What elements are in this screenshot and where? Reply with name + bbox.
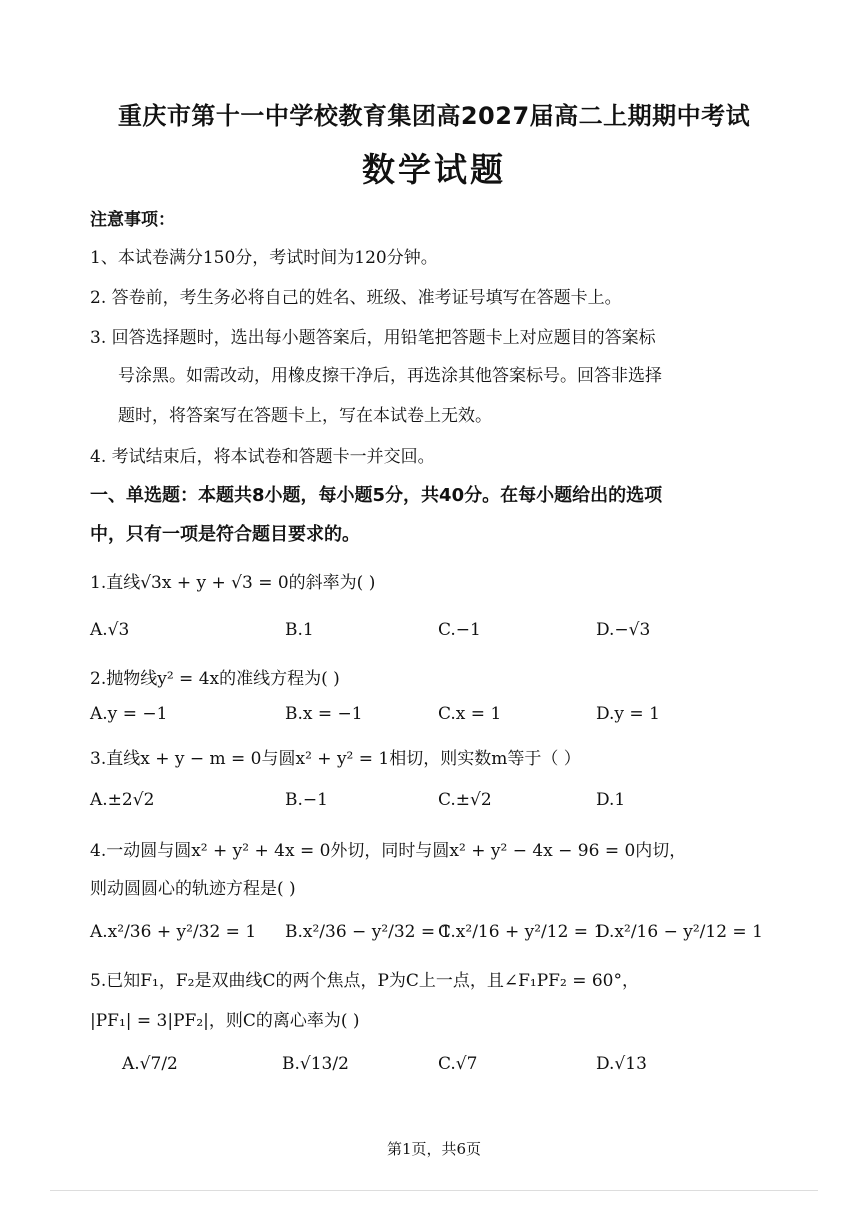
exam-subtitle: 数学试题 bbox=[362, 150, 506, 189]
note-item: 1、本试卷满分150分，考试时间为120分钟。 bbox=[90, 248, 438, 268]
note-item: 号涂黑。如需改动，用橡皮擦干净后，再选涂其他答案标号。回答非选择 bbox=[118, 366, 662, 386]
option-b: B.−1 bbox=[285, 790, 328, 810]
option-a: A.√7/2 bbox=[122, 1054, 178, 1074]
note-item: 4. 考试结束后，将本试卷和答题卡一并交回。 bbox=[90, 447, 435, 467]
option-c: C.x = 1 bbox=[438, 704, 502, 724]
section-heading: 一、单选题：本题共8小题，每小题5分，共40分。在每小题给出的选项 bbox=[90, 485, 663, 506]
question-2-options bbox=[90, 704, 810, 740]
option-d: D.1 bbox=[596, 790, 626, 810]
question-4-options bbox=[90, 922, 810, 958]
section-heading-cont: 中，只有一项是符合题目要求的。 bbox=[90, 524, 360, 545]
option-a: A.x²/36 + y²/32 = 1 bbox=[90, 922, 257, 942]
question-4-stem-cont: 则动圆圆心的轨迹方程是( ) bbox=[90, 879, 296, 899]
option-d: D.−√3 bbox=[596, 620, 651, 640]
notes-heading: 注意事项： bbox=[90, 210, 175, 230]
option-d: D.y = 1 bbox=[596, 704, 660, 724]
question-5-options bbox=[122, 1054, 842, 1090]
option-a: A.√3 bbox=[90, 620, 130, 640]
option-b: B.1 bbox=[285, 620, 314, 640]
question-5-stem-cont: |PF₁| = 3|PF₂|，则C的离心率为( ) bbox=[90, 1011, 360, 1031]
question-3-stem: 3.直线x + y − m = 0与圆x² + y² = 1相切，则实数m等于（ ） bbox=[90, 749, 581, 769]
exam-title: 重庆市第十一中学校教育集团高2027届高二上期期中考试 bbox=[117, 102, 751, 130]
option-c: C.√7 bbox=[438, 1054, 478, 1074]
option-d: D.x²/16 − y²/12 = 1 bbox=[596, 922, 763, 942]
note-item: 2. 答卷前，考生务必将自己的姓名、班级、准考证号填写在答题卡上。 bbox=[90, 288, 622, 308]
question-1-options bbox=[90, 620, 810, 656]
option-a: A.y = −1 bbox=[90, 704, 168, 724]
option-b: B.x = −1 bbox=[285, 704, 363, 724]
note-item: 题时，将答案写在答题卡上，写在本试卷上无效。 bbox=[118, 406, 492, 426]
divider bbox=[50, 1190, 818, 1191]
note-item: 3. 回答选择题时，选出每小题答案后，用铅笔把答题卡上对应题目的答案标 bbox=[90, 328, 656, 348]
question-3-options bbox=[90, 790, 810, 826]
option-d: D.√13 bbox=[596, 1054, 647, 1074]
question-5-stem: 5.已知F₁，F₂是双曲线C的两个焦点，P为C上一点，且∠F₁PF₂ = 60°， bbox=[90, 971, 639, 991]
option-c: C.−1 bbox=[438, 620, 481, 640]
option-a: A.±2√2 bbox=[90, 790, 155, 810]
question-1-stem: 1.直线√3x + y + √3 = 0的斜率为( ) bbox=[90, 573, 376, 593]
page-number: 第1页，共6页 bbox=[386, 1140, 482, 1158]
option-c: C.±√2 bbox=[438, 790, 492, 810]
question-4-stem: 4.一动圆与圆x² + y² + 4x = 0外切，同时与圆x² + y² − 4x − 96 = 0内切， bbox=[90, 841, 687, 861]
option-c: C.x²/16 + y²/12 = 1 bbox=[438, 922, 605, 942]
option-b: B.√13/2 bbox=[282, 1054, 349, 1074]
option-b: B.x²/36 − y²/32 = 1 bbox=[285, 922, 452, 942]
question-2-stem: 2.抛物线y² = 4x的准线方程为( ) bbox=[90, 669, 340, 689]
